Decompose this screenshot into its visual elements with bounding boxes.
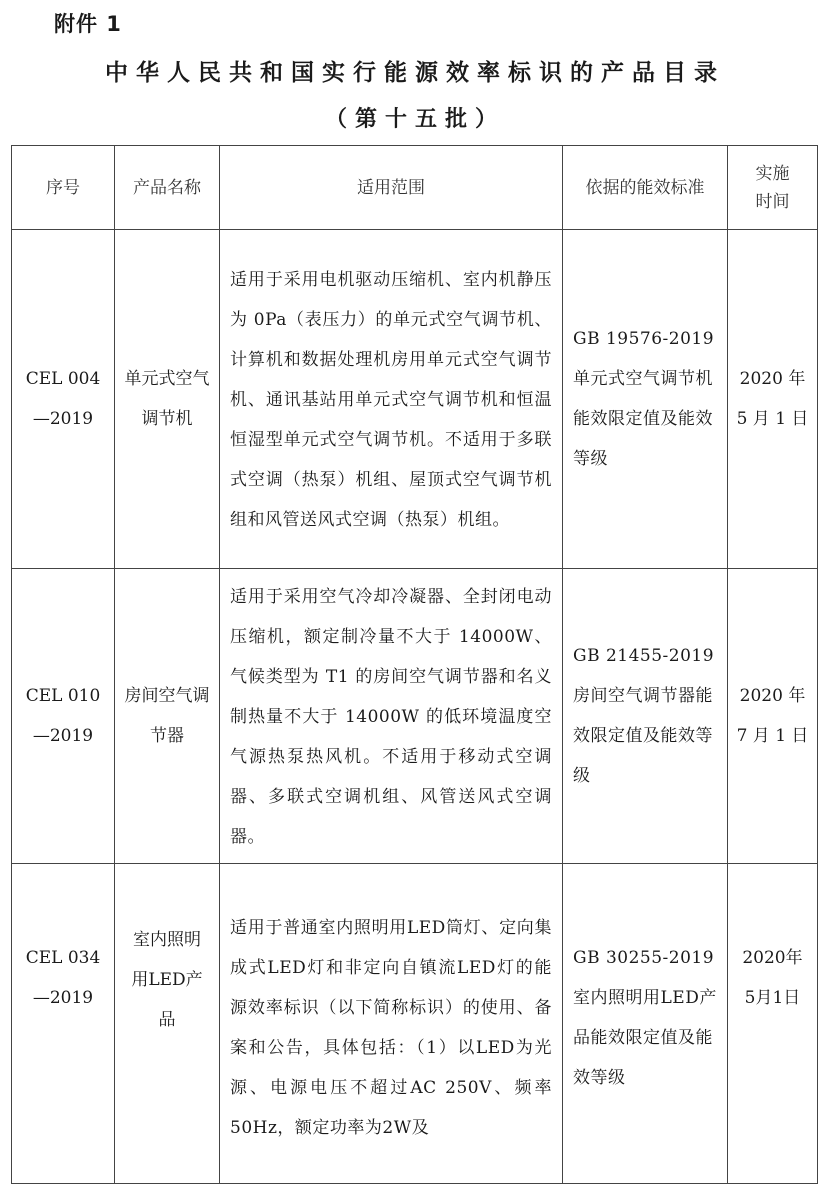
header-standard: 依据的能效标准	[563, 146, 728, 230]
table-row	[12, 230, 818, 569]
standard-code: GB 21455-2019	[573, 646, 715, 666]
standard-code: GB 30255-2019	[573, 948, 715, 968]
row-seq	[12, 230, 115, 569]
row-date	[728, 864, 818, 1184]
product-name-text: 单元式空气调节机	[124, 369, 210, 429]
date-line2: 7 月 1 日	[736, 726, 809, 746]
seq-line2: —2019	[32, 409, 94, 429]
header-date	[728, 146, 818, 230]
header-product-name: 产品名称	[115, 146, 220, 230]
date-line1: 2020 年	[739, 369, 806, 389]
row-scope: 适用于普通室内照明用LED筒灯、定向集成式LED灯和非定向自镇流LED灯的能源效率标识（以下简称标识）的使用、备案和公告，具体包括：（1）以LED为光源、电源电压不超过AC 250V、频率50Hz，额定功率为2W及	[220, 864, 563, 1184]
date-line1: 2020 年	[739, 686, 806, 706]
row-standard	[563, 230, 728, 569]
row-seq	[12, 864, 115, 1184]
header-scope: 适用范围	[220, 146, 563, 230]
header-date-line2: 时间	[755, 191, 790, 212]
table-row	[12, 569, 818, 864]
product-catalog-table	[11, 145, 818, 1184]
standard-name: 单元式空气调节机能效限定值及能效等级	[573, 369, 713, 469]
standard-name: 室内照明用LED产品能效限定值及能效等级	[573, 988, 717, 1088]
row-product-name	[115, 864, 220, 1184]
row-scope: 适用于采用电机驱动压缩机、室内机静压为 0Pa（表压力）的单元式空气调节机、计算机和数据处理机房用单元式空气调节机、通讯基站用单元式空气调节机和恒温恒湿型单元式空气调节机。不适用于多联式空调（热泵）机组、屋顶式空气调节机组和风管送风式空调（热泵）机组。	[220, 230, 563, 569]
header-date-line1: 实施	[755, 163, 790, 184]
row-standard	[563, 864, 728, 1184]
row-date	[728, 569, 818, 864]
product-name-text: 室内照明用LED产品	[131, 930, 203, 1030]
seq-line1: CEL 004	[25, 369, 101, 389]
seq-line2: —2019	[32, 988, 94, 1008]
row-seq	[12, 569, 115, 864]
header-seq: 序号	[12, 146, 115, 230]
seq-line1: CEL 010	[25, 686, 101, 706]
table-header-row	[12, 146, 818, 230]
attachment-label: 附件 1	[54, 12, 122, 36]
row-product-name	[115, 230, 220, 569]
standard-name: 房间空气调节器能效限定值及能效等级	[573, 686, 713, 786]
seq-line2: —2019	[32, 726, 94, 746]
date-line2: 5 月 1 日	[736, 409, 809, 429]
document-subtitle: （第十五批）	[324, 106, 505, 132]
seq-line1: CEL 034	[25, 948, 101, 968]
product-name-text: 房间空气调节器	[124, 686, 210, 746]
table-row	[12, 864, 818, 1184]
standard-code: GB 19576-2019	[573, 329, 715, 349]
date-line1: 2020年	[742, 948, 803, 968]
row-scope: 适用于采用空气冷却冷凝器、全封闭电动压缩机，额定制冷量不大于 14000W、气候类型为 T1 的房间空气调节器和名义制热量不大于 14000W 的低环境温度空气源热泵热风机。不适用于移动式空调器、多联式空调机组、风管送风式空调器。	[220, 569, 563, 864]
date-line2: 5月1日	[744, 988, 801, 1008]
row-date	[728, 230, 818, 569]
row-standard	[563, 569, 728, 864]
document-title: 中华人民共和国实行能源效率标识的产品目录	[105, 59, 725, 86]
row-product-name	[115, 569, 220, 864]
